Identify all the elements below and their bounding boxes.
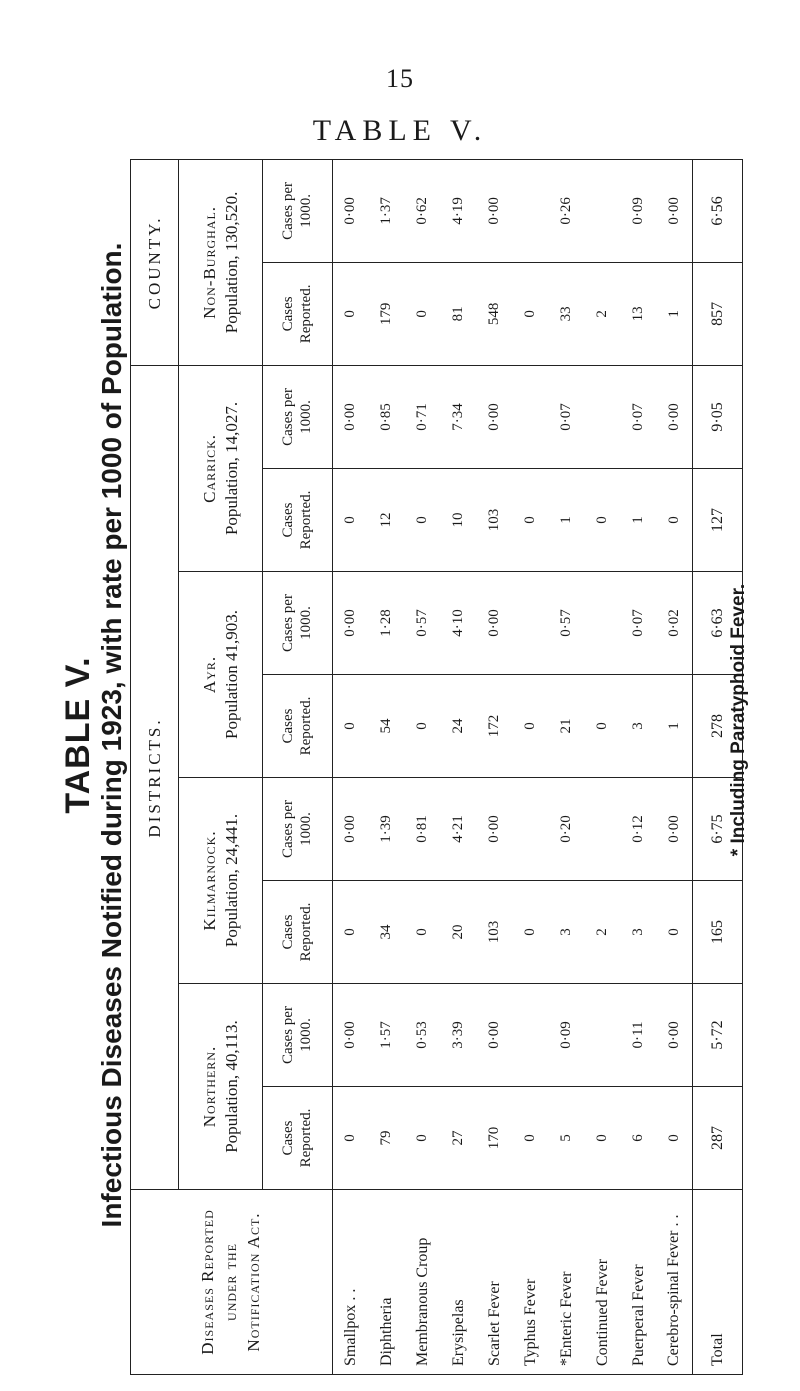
- rate-per-1000-cell: 0·00: [477, 572, 513, 675]
- table-title-line2: Infectious Diseases Notified during 1923, with rate per 1000 of Population.: [95, 242, 127, 1228]
- rate-per-1000-cell: 0·09: [549, 984, 585, 1087]
- disease-label: Continued Fever: [593, 1258, 611, 1366]
- districts-header: DISTRICTS.: [131, 365, 179, 1189]
- cases-reported-cell: 0: [333, 469, 369, 572]
- rate-per-1000-cell: 4·21: [441, 778, 477, 881]
- rate-per-1000-cell: 0·20: [549, 778, 585, 881]
- cases-per-1000-header: Cases per 1000.: [263, 572, 333, 675]
- rate-per-1000-cell: 0·00: [333, 778, 369, 881]
- disease-name: [405, 1190, 441, 1375]
- cases-per-1000-header: Cases per 1000.: [263, 778, 333, 881]
- disease-label: Diphtheria: [377, 1297, 395, 1366]
- cases-reported-header: Cases Reported.: [263, 469, 333, 572]
- cases-reported-header: Cases Reported.: [263, 262, 333, 365]
- disease-name: [441, 1190, 477, 1375]
- table-row: [333, 159, 369, 1374]
- notifications-table: [130, 159, 743, 1375]
- rate-per-1000-cell: 1·39: [369, 778, 405, 881]
- rate-per-1000-cell: 4·10: [441, 572, 477, 675]
- cases-reported-cell: 0: [657, 881, 693, 984]
- disease-name: [621, 1190, 657, 1375]
- table-frame: [130, 160, 726, 1375]
- cases-reported-cell: 1: [549, 469, 585, 572]
- table-row: [585, 159, 621, 1374]
- cases-reported-cell: 0: [585, 675, 621, 778]
- disease-label: Scarlet Fever: [485, 1281, 503, 1366]
- rate-per-1000-cell: 0·00: [477, 159, 513, 262]
- rotated-table: [130, 160, 726, 1375]
- rate-per-1000-cell: 0·00: [657, 159, 693, 262]
- cases-reported-cell: 0: [405, 675, 441, 778]
- rate-per-1000-cell: 0·81: [405, 778, 441, 881]
- area-population: Population, 40,113.: [221, 1020, 241, 1153]
- cases-reported-cell: 0: [657, 1087, 693, 1190]
- cases-reported-cell: 5: [549, 1087, 585, 1190]
- cases-reported-cell: 0: [585, 1087, 621, 1190]
- rate-per-1000-cell: 0·00: [477, 984, 513, 1087]
- cases-reported-cell: 103: [477, 881, 513, 984]
- cases-reported-cell: 79: [369, 1087, 405, 1190]
- rate-per-1000-cell: 3·39: [441, 984, 477, 1087]
- cases-reported-cell: 54: [369, 675, 405, 778]
- table-row: [405, 159, 441, 1374]
- rate-per-1000-cell: [585, 572, 621, 675]
- area-header-northern: [179, 984, 263, 1190]
- cases-reported-cell: 0: [333, 262, 369, 365]
- disease-name: [333, 1190, 369, 1375]
- cases-reported-header: Cases Reported.: [263, 1087, 333, 1190]
- cases-reported-cell: 170: [477, 1087, 513, 1190]
- page-heading: TABLE V.: [312, 114, 488, 147]
- total-rate-cell: 9·05: [693, 365, 743, 468]
- table-row: [513, 159, 549, 1374]
- rate-per-1000-cell: 0·00: [333, 159, 369, 262]
- cases-reported-cell: 34: [369, 881, 405, 984]
- table-row: [477, 159, 513, 1374]
- cases-reported-cell: 0: [405, 469, 441, 572]
- cases-reported-cell: 2: [585, 262, 621, 365]
- rate-per-1000-cell: 0·07: [549, 365, 585, 468]
- rate-per-1000-cell: 0·11: [621, 984, 657, 1087]
- cases-reported-cell: 2: [585, 881, 621, 984]
- cases-reported-cell: 1: [657, 262, 693, 365]
- cases-reported-cell: 0: [405, 262, 441, 365]
- cases-reported-cell: 81: [441, 262, 477, 365]
- cases-reported-cell: 0: [333, 1087, 369, 1190]
- cases-reported-cell: 0: [585, 469, 621, 572]
- disease-name: [585, 1190, 621, 1375]
- cases-reported-cell: 13: [621, 262, 657, 365]
- cases-reported-cell: 0: [513, 262, 549, 365]
- cases-reported-cell: 3: [621, 881, 657, 984]
- rate-per-1000-cell: [585, 159, 621, 262]
- cases-reported-cell: 1: [657, 675, 693, 778]
- cases-reported-cell: 24: [441, 675, 477, 778]
- total-label: Total: [693, 1190, 743, 1375]
- rate-per-1000-cell: 0·07: [621, 365, 657, 468]
- area-name: Non-Burghal.: [200, 205, 220, 319]
- total-rate-cell: 6·75: [693, 778, 743, 881]
- rate-per-1000-cell: 0·53: [405, 984, 441, 1087]
- rate-per-1000-cell: 0·00: [657, 778, 693, 881]
- cases-per-1000-header: Cases per 1000.: [263, 365, 333, 468]
- page-number: 15: [386, 64, 414, 93]
- rate-per-1000-cell: 1·57: [369, 984, 405, 1087]
- rate-per-1000-cell: 0·71: [405, 365, 441, 468]
- cases-reported-cell: 3: [549, 881, 585, 984]
- cases-reported-cell: 0: [657, 469, 693, 572]
- rate-per-1000-cell: [585, 778, 621, 881]
- table-row: [621, 159, 657, 1374]
- table-title-line1: TABLE V.: [59, 656, 97, 814]
- rate-per-1000-cell: [585, 984, 621, 1087]
- table-row: [657, 159, 693, 1374]
- cases-per-1000-header: Cases per 1000.: [263, 159, 333, 262]
- rate-per-1000-cell: 0·12: [621, 778, 657, 881]
- table-row: [441, 159, 477, 1374]
- cases-reported-cell: 0: [405, 881, 441, 984]
- rate-per-1000-cell: 0·00: [657, 984, 693, 1087]
- table-row: [549, 159, 585, 1374]
- cases-reported-cell: 172: [477, 675, 513, 778]
- table-row: [369, 159, 405, 1374]
- total-cases-cell: 278: [693, 675, 743, 778]
- rate-per-1000-cell: 7·34: [441, 365, 477, 468]
- area-header-ayr: [179, 572, 263, 778]
- cases-reported-header: Cases Reported.: [263, 675, 333, 778]
- footnote: * Including Paratyphoid Fever.: [728, 583, 749, 857]
- total-cases-cell: 857: [693, 262, 743, 365]
- total-cases-cell: 165: [693, 881, 743, 984]
- rate-per-1000-cell: [513, 984, 549, 1087]
- rate-per-1000-cell: 1·28: [369, 572, 405, 675]
- cases-reported-cell: 20: [441, 881, 477, 984]
- table-title: [61, 85, 131, 1385]
- area-population: Population, 130,520.: [221, 191, 241, 334]
- disease-label: Erysipelas: [449, 1299, 467, 1366]
- cases-reported-cell: 0: [513, 675, 549, 778]
- cases-reported-cell: 21: [549, 675, 585, 778]
- area-name: Kilmarnock.: [200, 830, 220, 931]
- area-name: Ayr.: [200, 655, 220, 694]
- disease-label: Cerebro-spinal Fever . .: [665, 1214, 683, 1366]
- total-cases-cell: 287: [693, 1087, 743, 1190]
- cases-per-1000-header: Cases per 1000.: [263, 984, 333, 1087]
- area-population: Population 41,903.: [221, 610, 241, 739]
- disease-label: Typhus Fever: [521, 1278, 539, 1366]
- cases-reported-cell: 548: [477, 262, 513, 365]
- cases-reported-cell: 10: [441, 469, 477, 572]
- cases-reported-cell: 33: [549, 262, 585, 365]
- disease-name: [477, 1190, 513, 1375]
- rate-per-1000-cell: 0·00: [657, 365, 693, 468]
- cases-reported-cell: 0: [405, 1087, 441, 1190]
- table-body: [333, 159, 743, 1374]
- rate-per-1000-cell: [585, 365, 621, 468]
- rate-per-1000-cell: 1·37: [369, 159, 405, 262]
- rate-per-1000-cell: 0·00: [333, 365, 369, 468]
- county-header: COUNTY.: [131, 159, 179, 365]
- rate-per-1000-cell: 0·00: [333, 984, 369, 1087]
- area-header-non-burghal: [179, 159, 263, 365]
- cases-reported-cell: 12: [369, 469, 405, 572]
- cases-reported-cell: 3: [621, 675, 657, 778]
- cases-reported-cell: 0: [513, 1087, 549, 1190]
- rate-per-1000-cell: 0·00: [477, 778, 513, 881]
- cases-reported-cell: 0: [513, 881, 549, 984]
- disease-label: *Enteric Fever: [557, 1271, 575, 1366]
- total-rate-cell: 5·72: [693, 984, 743, 1087]
- area-header-kilmarnock: [179, 778, 263, 984]
- disease-label: Puerperal Fever: [629, 1264, 647, 1366]
- rate-per-1000-cell: 0·09: [621, 159, 657, 262]
- cases-reported-cell: 103: [477, 469, 513, 572]
- cases-reported-cell: 179: [369, 262, 405, 365]
- cases-reported-header: Cases Reported.: [263, 881, 333, 984]
- disease-name: [513, 1190, 549, 1375]
- disease-name: [657, 1190, 693, 1375]
- rate-per-1000-cell: 0·02: [657, 572, 693, 675]
- rate-per-1000-cell: 0·62: [405, 159, 441, 262]
- rate-per-1000-cell: 0·57: [549, 572, 585, 675]
- area-population: Population, 24,441.: [221, 813, 241, 948]
- rate-per-1000-cell: 0·00: [477, 365, 513, 468]
- area-population: Population, 14,027.: [221, 401, 241, 536]
- cases-reported-cell: 6: [621, 1087, 657, 1190]
- disease-name: [549, 1190, 585, 1375]
- area-name: Northern.: [200, 1045, 220, 1128]
- rate-per-1000-cell: 4·19: [441, 159, 477, 262]
- total-rate-cell: 6·63: [693, 572, 743, 675]
- disease-label: Membranous Croup: [413, 1237, 431, 1366]
- cases-reported-cell: 0: [513, 469, 549, 572]
- diseases-header: Diseases Reported under the Notification Act.: [131, 1190, 333, 1375]
- rate-per-1000-cell: 0·07: [621, 572, 657, 675]
- total-cases-cell: 127: [693, 469, 743, 572]
- cases-reported-cell: 0: [333, 675, 369, 778]
- rate-per-1000-cell: [513, 572, 549, 675]
- total-rate-cell: 6·56: [693, 159, 743, 262]
- rate-per-1000-cell: [513, 159, 549, 262]
- rate-per-1000-cell: 0·57: [405, 572, 441, 675]
- rate-per-1000-cell: 0·26: [549, 159, 585, 262]
- rate-per-1000-cell: 0·00: [333, 572, 369, 675]
- cases-reported-cell: 0: [333, 881, 369, 984]
- disease-label: Smallpox . .: [341, 1288, 359, 1366]
- area-header-carrick: [179, 365, 263, 571]
- rate-per-1000-cell: [513, 778, 549, 881]
- rate-per-1000-cell: [513, 365, 549, 468]
- cases-reported-cell: 27: [441, 1087, 477, 1190]
- area-name: Carrick.: [200, 433, 220, 503]
- cases-reported-cell: 1: [621, 469, 657, 572]
- disease-name: [369, 1190, 405, 1375]
- rate-per-1000-cell: 0·85: [369, 365, 405, 468]
